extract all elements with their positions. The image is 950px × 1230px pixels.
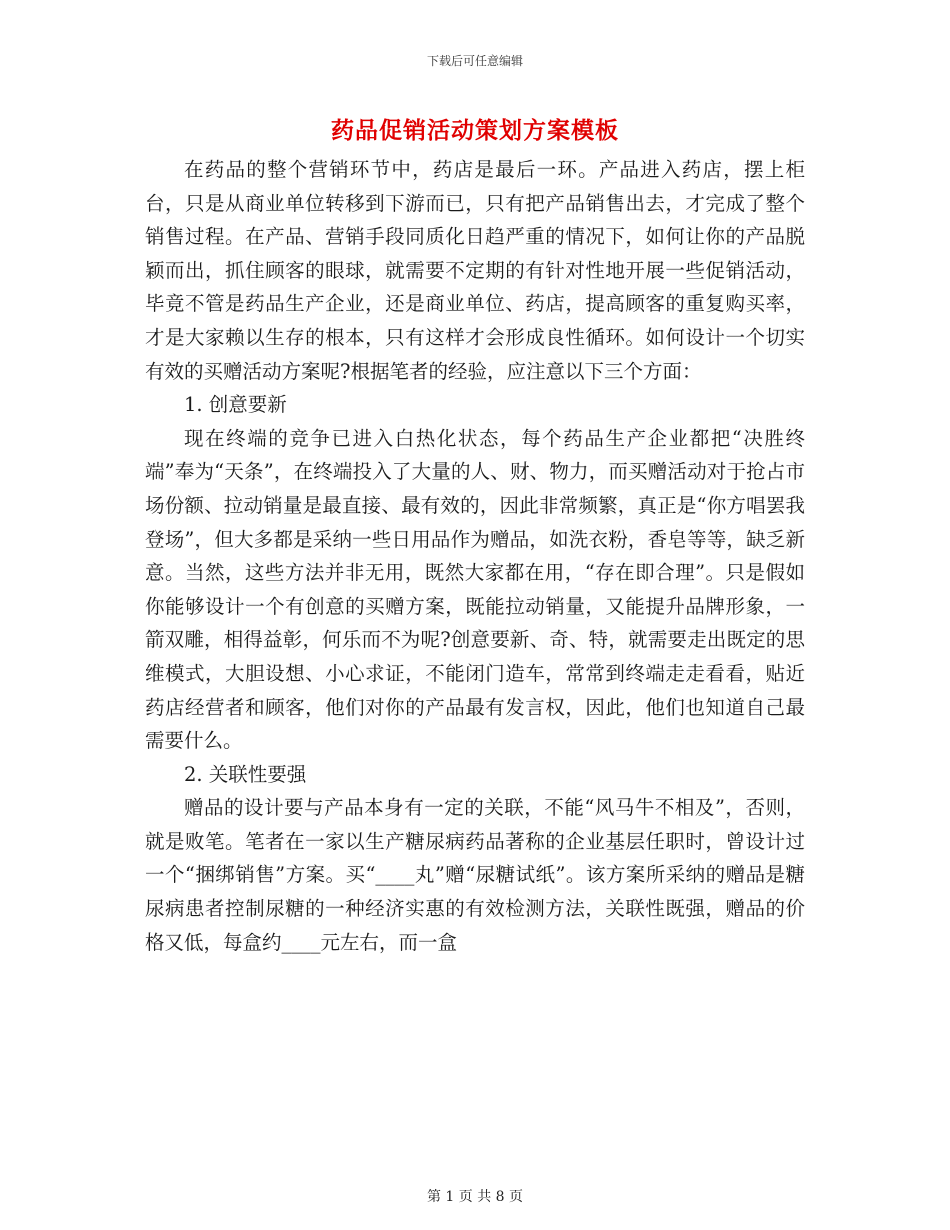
- section-heading-1: 1. 创意要新: [184, 393, 287, 417]
- page-header: 下载后可任意编辑: [426, 54, 523, 68]
- page-number-footer: 第 1 页 共 8 页: [426, 1189, 524, 1205]
- section-1-paragraph: 现在终端的竞争已进入白热化状态，每个药品生产企业都把“决胜终端”奉为“天条”，在终端投入了大量的人、财、物力，而买赠活动对于抢占市场份额、拉动销量是最直接、最有效的，因此非常频繁，真正是“你方唱罢我登场”，但大多都是采纳一些日用品作为赠品，如洗衣粉，香皂等等，缺乏新意。当然，这些方法并非无用，既然大家都在用，“存在即合理”。只是假如你能够设计一个有创意的买赠方案，既能拉动销量，又能提升品牌形象，一箭双雕，相得益彰，何乐而不为呢?创意要新、奇、特，就需要走出既定的思维模式，大胆设想、小心求证，不能闭门造车，常常到终端走走看看，贴近药店经营者和顾客，他们对你的产品最有发言权，因此，他们也知道自己最需要什么。: [145, 426, 805, 753]
- document-title: 药品促销活动策划方案模板: [331, 117, 619, 144]
- document-body: [145, 153, 805, 959]
- section-heading-2: 2. 关联性要强: [184, 762, 307, 786]
- intro-paragraph: 在药品的整个营销环节中，药店是最后一环。产品进入药店，摆上柜台，只是从商业单位转移到下游而已，只有把产品销售出去，才完成了整个销售过程。在产品、营销手段同质化日趋严重的情况下，如何让你的产品脱颖而出，抓住顾客的眼球，就需要不定期的有针对性地开展一些促销活动，毕竟不管是药品生产企业，还是商业单位、药店，提高顾客的重复购买率，才是大家赖以生存的根本，只有这样才会形成良性循环。如何设计一个切实有效的买赠活动方案呢?根据笔者的经验，应注意以下三个方面：: [145, 158, 805, 383]
- section-2-paragraph: 赠品的设计要与产品本身有一定的关联，不能“风马牛不相及”，否则，就是败笔。笔者在一家以生产糖尿病药品著称的企业基层任职时，曾设计过一个“捆绑销售”方案。买“____丸”赠“尿糖试纸”。该方案所采纳的赠品是糖尿病患者控制尿糖的一种经济实惠的有效检测方法，关联性既强，赠品的价格又低，每盒约____元左右，而一盒: [145, 796, 805, 954]
